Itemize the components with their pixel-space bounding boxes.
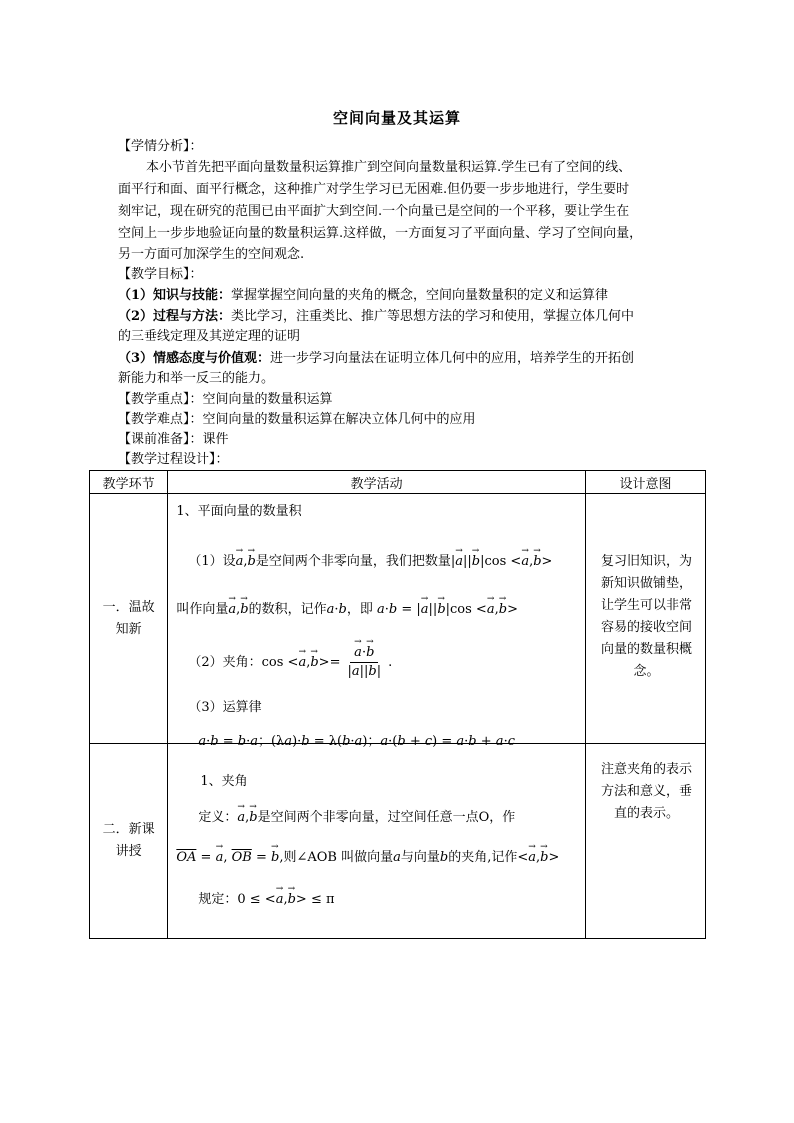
intent-cell — [586, 744, 706, 939]
angle-label: （2）夹角： — [188, 654, 262, 670]
angle-rule: 规定：0 ≤ <→ a,→ b> ≤ π — [198, 890, 334, 910]
lesson-table — [89, 470, 706, 939]
page-title: 空间向量及其运算 — [332, 109, 461, 127]
goal-2-cont: 的三垂线定理及其逆定理的证明 — [118, 329, 301, 344]
goal-3-text: 进一步学习向量法在证明立体几何中的应用，培养学生的开拓创 — [270, 351, 635, 366]
goal-2-label: （2）过程与方法： — [118, 309, 232, 324]
goal-1-label: （1）知识与技能： — [118, 288, 232, 303]
analysis-line-1: 本小节首先把平面向量数量积运算推广到空间向量数量积运算.学生已有了空间的线、 — [146, 160, 632, 175]
activity-title: 1、平面向量的数量积 — [176, 504, 302, 519]
angle-line2-a: ,则∠AOB 叫做向量 — [279, 850, 394, 865]
analysis-heading: 【学情分析】： — [118, 139, 203, 154]
teaching-focus: 【教学重点】：空间向量的数量积运算 — [118, 392, 333, 407]
goal-3-label: （3）情感态度与价值观： — [118, 351, 271, 366]
goals-heading: 【教学目标】： — [118, 267, 203, 282]
angle-def-line2: $\overline{OA}$ = → a, $\overline{OB}$ = → b,则∠AOB 叫做向量a与向量b的夹角,记作<→ a,→ b> — [176, 848, 559, 868]
table-header-row — [90, 471, 706, 494]
angle-rule-label: 规定： — [198, 892, 238, 907]
angle-line2-c: 的夹角,记作 — [448, 850, 518, 865]
table-row — [90, 744, 706, 939]
table-row — [90, 494, 706, 744]
activity-laws: a·b = b·a；(λa)·b = λ(b·a)；a·(b + c) = a·b + a·c — [198, 734, 515, 749]
goal-2-text: 类比学习，注重类比、推广等思想方法的学习和使用，掌握立体几何中 — [231, 309, 635, 324]
def2-prefix: 叫作向量 — [176, 602, 229, 617]
def2-tail: ，即 — [346, 602, 373, 617]
def2-text: 的数积，记作 — [248, 602, 327, 617]
goal-3 — [118, 349, 634, 369]
header-stage: 教学环节 — [90, 471, 168, 494]
lesson-prep: 【课前准备】：课件 — [118, 432, 229, 447]
stage-cell — [90, 744, 168, 939]
activity-cell — [168, 744, 586, 939]
goal-3-cont: 新能力和举一反三的能力。 — [118, 371, 275, 386]
def1-text: 是空间两个非零向量，我们把数量 — [255, 554, 451, 569]
angle-def: 定义：→ a,→ b是空间两个非零向量，过空间任意一点O，作 — [198, 808, 515, 828]
analysis-line-3: 刻牢记，现在研究的范围已由平面扩大到空间.一个向量已是空间的一个平移，要让学生在 — [118, 204, 630, 219]
intent-text: 注意夹角的表示方法和意义，垂直的表示。 — [600, 762, 692, 821]
angle-def-label: 定义： — [198, 810, 238, 825]
header-intent: 设计意图 — [586, 471, 706, 494]
angle-line2-b: 与向量 — [400, 850, 440, 865]
intent-cell — [586, 494, 706, 744]
stage-label-1a: 一．温故 — [102, 599, 155, 615]
angle-fraction: → $\frac{a\cdot\to b}{|a||b|}$ — [343, 644, 385, 681]
analysis-line-5: 另一方面可加深学生的空间观念. — [118, 247, 305, 262]
goal-2 — [118, 307, 634, 327]
activity-cell — [168, 494, 586, 749]
activity-laws-title: （3）运算律 — [188, 700, 262, 715]
stage-label-2a: 二．新课 — [102, 822, 155, 837]
goal-1-text: 掌握掌握空间向量的夹角的概念，空间向量数量积的定义和运算律 — [231, 288, 609, 303]
intent-text: 复习旧知识，为新知识做铺垫，让学生可以非常容易的接收空间向量的数量积概念。 — [600, 554, 692, 679]
stage-label-1b: 知新 — [115, 621, 142, 637]
activity-angle: （2）夹角： cos <→ a,→ b>= → $\frac{a\cdot\to b}{|a||b|}$ . — [188, 644, 392, 681]
teaching-difficulty: 【教学难点】：空间向量的数量积运算在解决立体几何中的应用 — [118, 412, 476, 427]
process-heading: 【教学过程设计】： — [118, 452, 229, 467]
stage-cell — [90, 494, 168, 744]
angle-def-text: 是空间两个非零向量，过空间任意一点O，作 — [257, 810, 516, 825]
analysis-line-2: 面平行和面、面平行概念，这种推广对学生学习已无困难.但仍要一步步地进行，学生要时 — [118, 182, 630, 197]
header-activity: 教学活动 — [168, 471, 586, 494]
activity-def-line2: 叫作向量→ a,→ b的数积，记作a·b，即 a·b = |→ a||→ b|cos <→ a,→ b> — [176, 600, 518, 620]
angle-title: 1、夹角 — [200, 774, 248, 789]
stage-label-2b: 讲授 — [115, 844, 142, 859]
def1-prefix: （1）设 — [188, 554, 236, 569]
activity-def-line1: （1）设→ a,→ b是空间两个非零向量，我们把数量|→ a||→ b|cos <→ a,→ b> — [188, 552, 552, 572]
analysis-line-4: 空间上一步步地验证向量的数量积运算.这样做，一方面复习了平面向量、学习了空间向量， — [118, 226, 643, 241]
goal-1 — [118, 286, 608, 306]
